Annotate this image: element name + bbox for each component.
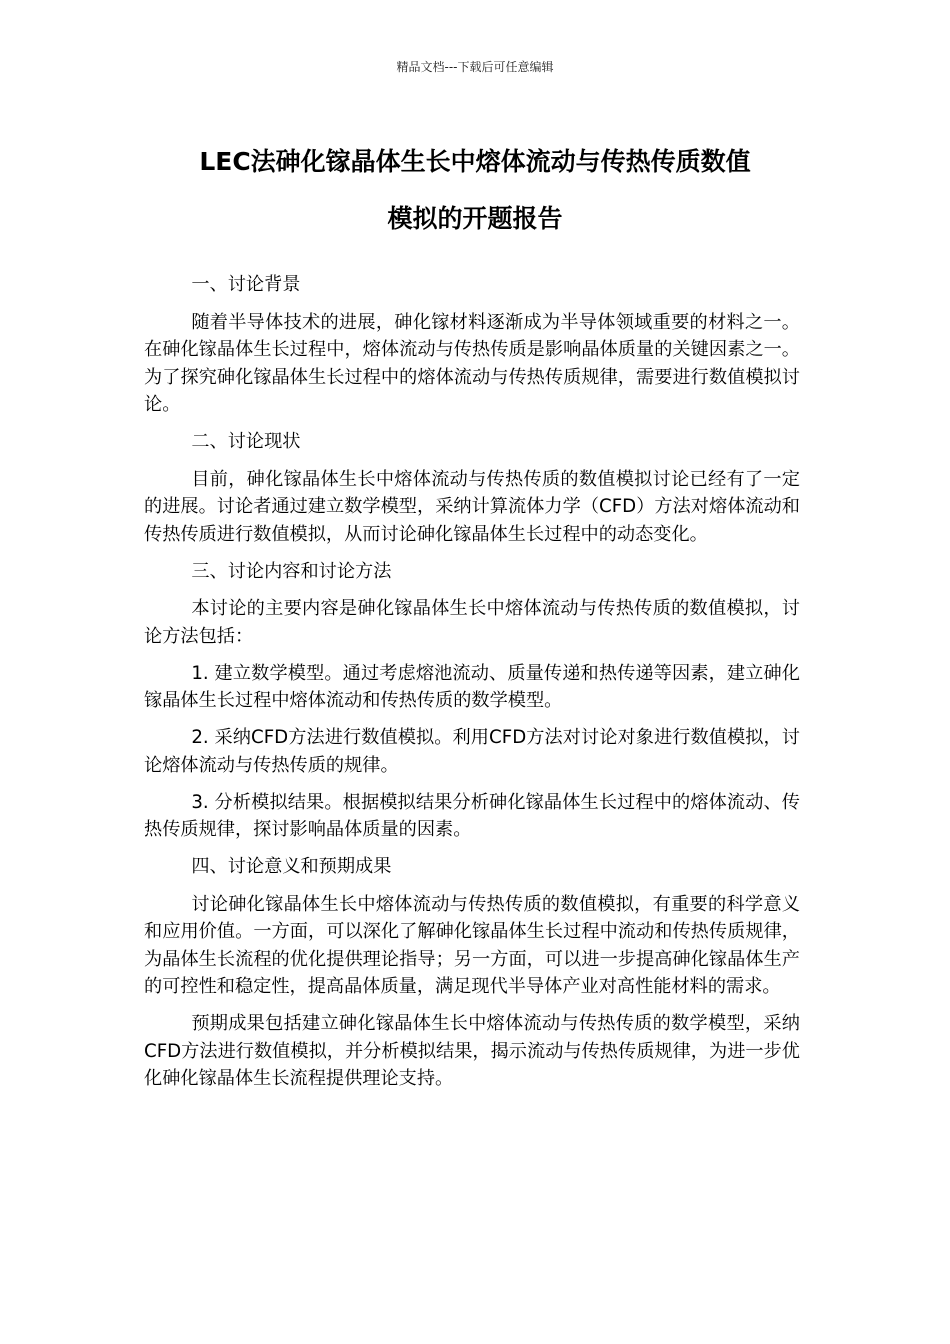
paragraph-methods-intro: 本讨论的主要内容是砷化镓晶体生长中熔体流动与传热传质的数值模拟，讨论方法包括： bbox=[144, 598, 800, 647]
paragraph-status: 目前，砷化镓晶体生长中熔体流动与传热传质的数值模拟讨论已经有了一定的进展。讨论者通过建立数学模型，采纳计算流体力学（CFD）方法对熔体流动和传热传质进行数值模拟，从而讨论砷化镓晶体生长过程中的动态变化。 bbox=[144, 468, 800, 545]
list-item-method-2: 2. 采纳CFD方法进行数值模拟。利用CFD方法对讨论对象进行数值模拟，讨论熔体流动与传热传质的规律。 bbox=[144, 727, 800, 776]
document-body bbox=[144, 271, 800, 1102]
list-item-method-1: 1. 建立数学模型。通过考虑熔池流动、质量传递和热传递等因素，建立砷化镓晶体生长过程中熔体流动和传热传质的数学模型。 bbox=[144, 662, 800, 711]
document-title bbox=[140, 133, 810, 247]
section-heading-background: 一、讨论背景 bbox=[191, 274, 301, 295]
title-line-1: LEC法砷化镓晶体生长中熔体流动与传热传质数值 bbox=[199, 147, 751, 176]
section-heading-status: 二、讨论现状 bbox=[191, 431, 301, 452]
section-heading-methods: 三、讨论内容和讨论方法 bbox=[191, 560, 392, 582]
paragraph-significance: 讨论砷化镓晶体生长中熔体流动与传热传质的数值模拟，有重要的科学意义和应用价值。一方面，可以深化了解砷化镓晶体生长过程中流动和传热传质规律，为晶体生长流程的优化提供理论指导；另一方面，可以进一步提高砷化镓晶体生产的可控性和稳定性，提高晶体质量，满足现代半导体产业对高性能材料的需求。 bbox=[144, 893, 800, 997]
title-line-2: 模拟的开题报告 bbox=[387, 204, 563, 233]
list-item-method-3: 3. 分析模拟结果。根据模拟结果分析砷化镓晶体生长过程中的熔体流动、传热传质规律，探讨影响晶体质量的因素。 bbox=[144, 791, 800, 840]
section-heading-significance: 四、讨论意义和预期成果 bbox=[191, 856, 392, 877]
paragraph-expected-results: 预期成果包括建立砷化镓晶体生长中熔体流动与传热传质的数学模型，采纳CFD方法进行数值模拟，并分析模拟结果，揭示流动与传热传质规律，为进一步优化砷化镓晶体生长流程提供理论支持。 bbox=[144, 1013, 800, 1089]
paragraph-background: 随着半导体技术的进展，砷化镓材料逐渐成为半导体领域重要的材料之一。在砷化镓晶体生长过程中，熔体流动与传热传质是影响晶体质量的关键因素之一。为了探究砷化镓晶体生长过程中的熔体流动与传热传质规律，需要进行数值模拟讨论。 bbox=[144, 311, 800, 415]
page-header-note: 精品文档---下载后可任意编辑 bbox=[396, 60, 554, 74]
